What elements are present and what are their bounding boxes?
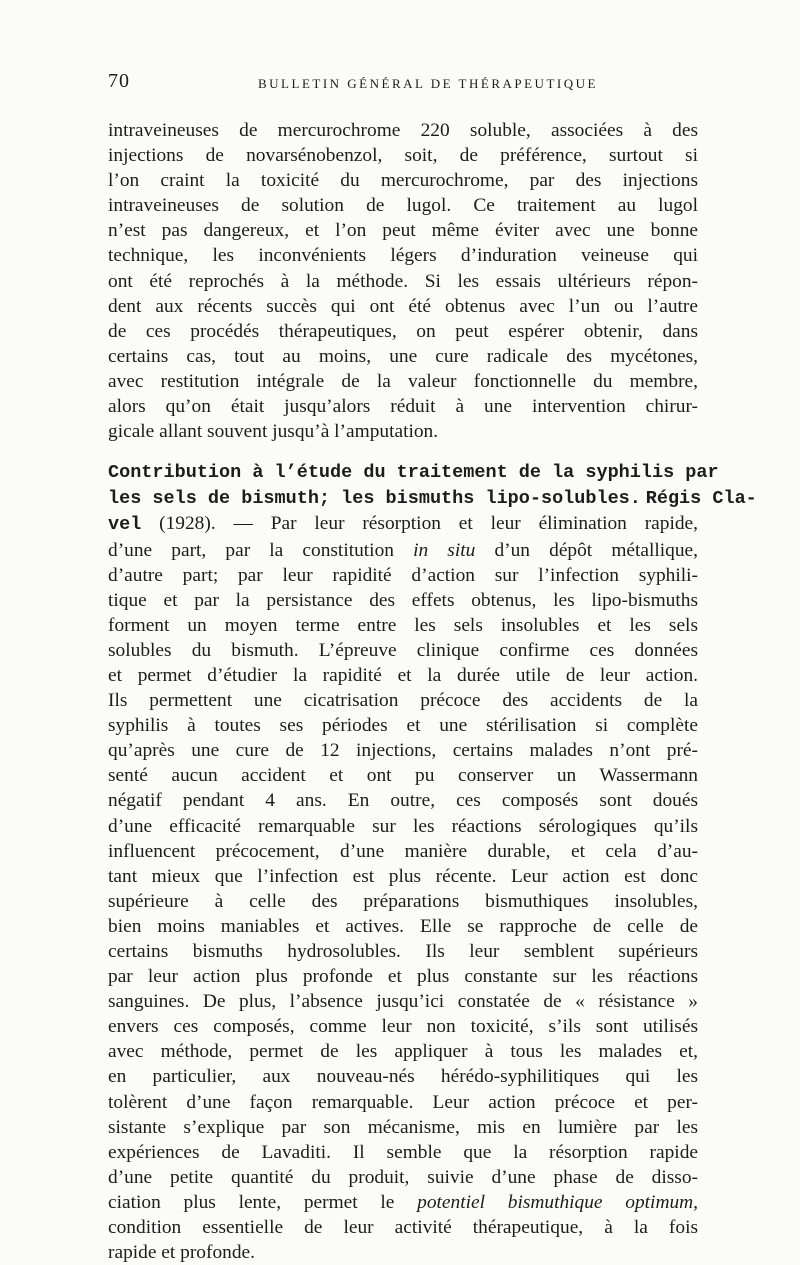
text-line: bien moins maniables et actives. Elle se rapproche de celle de <box>108 915 698 937</box>
text-line: d’une efficacité remarquable sur les réactions sérologiques qu’ils <box>108 815 698 837</box>
text-line: forment un moyen terme entre les sels insolubles et les sels <box>108 614 698 636</box>
text-line: avec restitution intégrale de la valeur fonctionnelle du membre, <box>108 370 698 392</box>
article-title-line: les sels de bismuth; les bismuths lipo-solubles. <box>108 488 641 510</box>
text-line: condition essentielle de leur activité thérapeutique, à la fois <box>108 1217 698 1239</box>
italic-term: potentiel bismuthique optimum, <box>417 1191 698 1213</box>
text-line <box>108 538 698 563</box>
author-name: Régis Cla- <box>645 488 757 510</box>
text-line: rapide et profonde. <box>108 1242 255 1264</box>
text-line: tolèrent d’une façon remarquable. Leur action précoce et per- <box>108 1091 698 1113</box>
text-line: expériences de Lavaditi. Il semble que la résorption rapide <box>108 1141 698 1163</box>
text-line: alors qu’on était jusqu’alors réduit à une intervention chirur- <box>108 396 698 418</box>
text-line <box>108 511 698 537</box>
paragraph-intro <box>108 118 698 444</box>
text-line: d’autre part; par leur rapidité d’action sur l’infection syphili- <box>108 564 698 586</box>
paragraph-gap <box>108 444 698 460</box>
text-line: n’est pas dangereux, et l’on peut même éviter avec une bonne <box>108 220 698 242</box>
text-line: intraveineuses de mercurochrome 220 soluble, associées à des <box>108 120 698 141</box>
text-line: syphilis à toutes ses périodes et une stérilisation si complète <box>108 715 698 737</box>
text-line: qu’après une cure de 12 injections, certains malades n’ont pré- <box>108 740 698 762</box>
article-summary <box>108 460 757 1265</box>
text-line: tique et par la persistance des effets obtenus, les lipo-bismuths <box>108 589 698 611</box>
text-line: gicale allant souvent jusqu’à l’amputation. <box>108 421 439 443</box>
text-line: et permet d’étudier la rapidité et la durée utile de leur action. <box>108 664 698 686</box>
text-line: injections de novarsénobenzol, soit, de préférence, surtout si <box>108 145 698 167</box>
page-number: 70 <box>108 70 130 92</box>
page-header <box>108 70 698 100</box>
text-line <box>108 1190 698 1215</box>
text-line: dent aux récents succès qui ont été obtenus avec l’un ou l’autre <box>108 295 698 317</box>
text-line: intraveineuses de solution de lugol. Ce traitement au lugol <box>108 195 698 217</box>
body-text <box>108 118 757 1265</box>
text-line: certains cas, tout au moins, une cure radicale des mycétones, <box>108 345 698 367</box>
text-line: en particulier, aux nouveau-nés hérédo-syphilitiques qui les <box>108 1066 698 1088</box>
text-line: sanguines. De plus, l’absence jusqu’ici constatée de « résistance » <box>108 991 698 1013</box>
text-line: tant mieux que l’infection est plus récente. Leur action est donc <box>108 865 698 887</box>
text-line: sistante s’explique par son mécanisme, mis en lumière par les <box>108 1116 698 1138</box>
text-line: négatif pendant 4 ans. En outre, ces composés sont doués <box>108 790 698 812</box>
running-title: BULLETIN GÉNÉRAL DE THÉRAPEUTIQUE <box>258 76 598 91</box>
text-line: certains bismuths hydrosolubles. Ils leur semblent supérieurs <box>108 941 698 962</box>
text-line: solubles du bismuth. L’épreuve clinique confirme ces données <box>108 639 698 661</box>
text-line: ont été reprochés à la méthode. Si les essais ultérieurs répon- <box>108 270 698 292</box>
text-line: Ils permettent une cicatrisation précoce des accidents de la <box>108 690 698 712</box>
italic-term: in situ <box>413 539 476 561</box>
text-fragment: d’un dépôt métallique, <box>475 539 699 561</box>
text-line: supérieure à celle des préparations bismuthiques insolubles, <box>108 890 698 912</box>
article-title-line: Contribution à l’étude du traitement de la syphilis par <box>108 462 719 484</box>
text-line: senté aucun accident et ont pu conserver un Wassermann <box>108 765 698 787</box>
text-line: avec méthode, permet de les appliquer à tous les malades et, <box>108 1041 698 1063</box>
article-title-author-line <box>108 485 757 511</box>
text-fragment: ciation plus lente, permet le <box>108 1191 418 1213</box>
text-fragment: d’une part, par la constitution <box>108 539 414 561</box>
text-line: de ces procédés thérapeutiques, on peut espérer obtenir, dans <box>108 320 698 342</box>
author-name: vel <box>108 514 142 536</box>
text-line: influencent précocement, d’une manière durable, et cela d’au- <box>108 840 698 862</box>
text-line: l’on craint la toxicité du mercurochrome, par des injections <box>108 170 698 192</box>
text-line: envers ces composés, comme leur non toxicité, s’ils sont utilisés <box>108 1016 698 1038</box>
text-line: d’une petite quantité du produit, suivie d’une phase de disso- <box>108 1166 698 1188</box>
year-text: (1928). — Par leur résorption et leur élimination rapide, <box>141 513 698 535</box>
text-line: technique, les inconvénients légers d’induration veineuse qui <box>108 245 698 267</box>
text-line: par leur action plus profonde et plus constante sur les réactions <box>108 966 698 988</box>
